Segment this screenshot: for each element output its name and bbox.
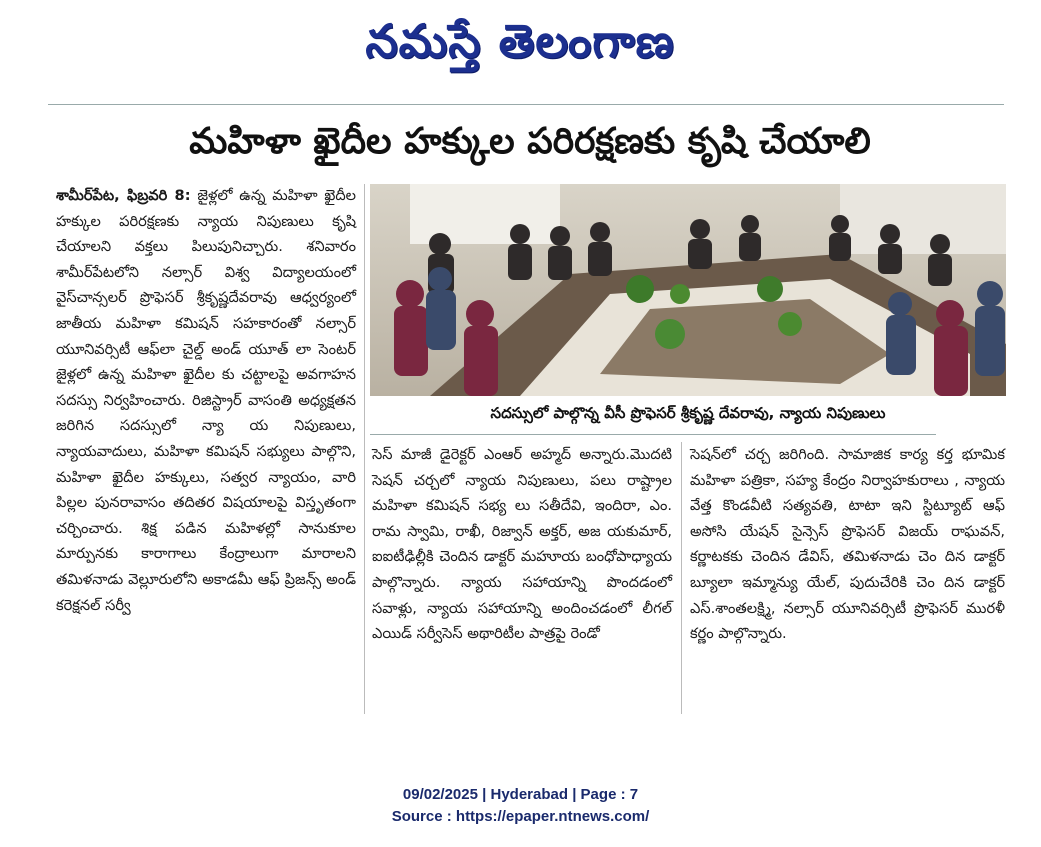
article-dateline: శామీర్‌పేట, ఫిబ్రవరి 8: (56, 187, 191, 204)
footer-edition-info: 09/02/2025 | Hyderabad | Page : 7 (402, 786, 639, 803)
article-headline: మహిళా ఖైదీల హక్కుల పరిరక్షణకు కృషి చేయాలి (189, 121, 871, 162)
photo-caption: సదస్సులో పాల్గొన్న వీసీ ప్రొఫెసర్ శ్రీకృష్ణ దేవరావు, న్యాయ నిపుణులు (490, 404, 886, 422)
article-column-1 (56, 183, 356, 618)
article-column-1-text: జైళ్లలో ఉన్న మహిళా ఖైదీల హక్కుల పరిరక్షణకు న్యాయ నిపుణులు కృషి చేయాలని వక్తలు పిలుపునిచ్చారు. శనివారం శామీర్‌పేటలోని నల్సార్ విశ్వ విద్యాలయంలో వైస్‌చాన్సలర్ ప్రొఫెసర్ శ్రీకృష్ణదేవరావు ఆధ్వర్యంలో జాతీయ మహిళా కమిషన్ సహకారంతో నల్సార్ యూనివర్సిటీ ఆఫ్‌లా చైల్డ్ అండ్ యూత్ లా సెంటర్ జైళ్లలో ఉన్న మహిళా ఖైదీల కు చట్టాలపై అవగాహన సదస్సు నిర్వహించారు. రిజిస్ట్రార్ వాసంతి అధ్యక్షతన జరిగిన సదస్సులో న్యా య నిపుణులు, న్యాయవాదులు, మహిళా కమిషన్ సభ్యులు పాల్గొని, మహిళా ఖైదీల హక్కులు, సత్వర న్యాయం, వారి పిల్లల పునరావాసం తదితర విషయాలపై విస్తృతంగా చర్చించారు. శిక్ష పడిన మహిళల్లో సానుకూల మార్పునకు కారాగాలు కేంద్రాలుగా మారాలని తమిళనాడు వెల్లూరులోని అకాడమీ ఆఫ్ ప్రిజన్స్ అండ్ కరెక్షనల్ సర్వీ (56, 187, 357, 614)
conference-room-image (370, 184, 1006, 396)
article-column-3-text: సెషన్‌లో చర్చ జరిగింది. సామాజిక కార్య కర్త భూమిక మహిళా పత్రికా, సహ్య కేంద్రం నిర్వాహకురాలు , న్యాయ వేత్త కొండవీటి సత్యవతి, టాటా ఇని స్టిట్యూట్ ఆఫ్ అసోసి యేషన్ సైన్సెస్ ప్రొఫెసర్ విజయ్ రాఘవన్, కర్ణాటకకు చెందిన డేవిస్, తమిళనాడు చెం దిన డాక్టర్ బ్యూలా ఇమ్మాన్యు యేల్, పుదుచేరికి చెం దిన డాక్టర్ ఎస్.శాంతలక్ష్మి, నల్సార్ యూనివర్సిటీ ప్రొఫెసర్ మురళీ కర్ణం పాల్గొన్నారు. (690, 446, 1005, 643)
article-column-2 (372, 442, 672, 647)
column-divider (681, 442, 682, 714)
caption-rule (370, 434, 936, 435)
article-column-3 (690, 442, 1005, 647)
footer-source: Source : https://epaper.ntnews.com/ (391, 808, 650, 825)
event-photo (370, 184, 1006, 396)
masthead-rule (48, 104, 1004, 105)
newspaper-masthead: నమస్తే తెలంగాణ (365, 14, 675, 68)
article-column-2-text: సెస్ మాజీ డైరెక్టర్ ఎంఆర్ అహ్మద్ అన్నారు.మొదటి సెషన్ చర్చలో న్యాయ నిపుణులు, పలు రాష్ట్రాల మహిళా కమిషన్ సభ్య లు సతీదేవి, ఇందిరా, ఎం. రామ స్వామి, రాఖీ, రిజ్వాన్ అక్తర్, అజ యకుమార్, ఐఐటీఢిల్లీకి చెందిన డాక్టర్ మహూయ బంధోపాధ్యాయ పాల్గొన్నారు. న్యాయ సహాయాన్ని పొందడంలో సవాళ్లు, న్యాయ సహాయాన్ని అందించడంలో లీగల్ ఎయిడ్ సర్వీసెస్ అథారిటీల పాత్రపై రెండో (372, 446, 672, 643)
column-divider (364, 184, 365, 714)
